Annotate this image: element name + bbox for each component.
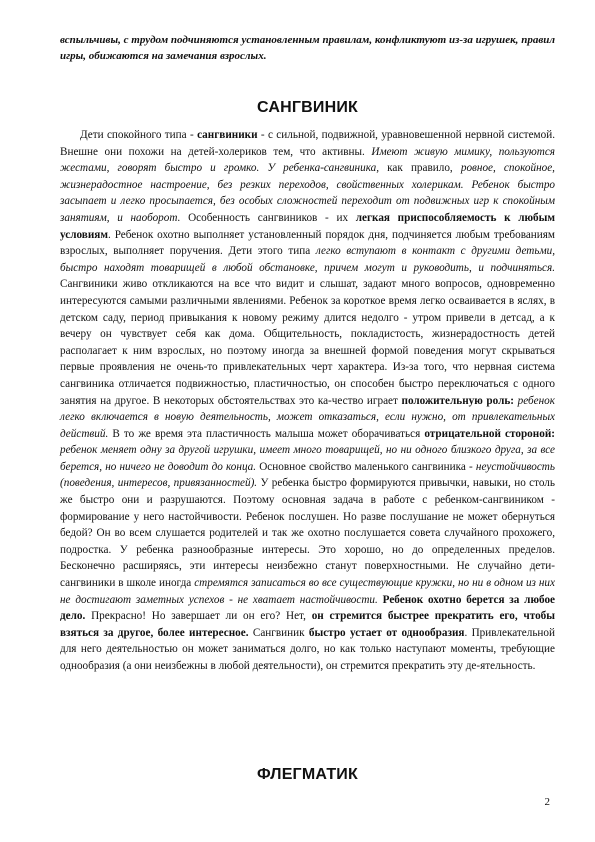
section-heading-phlegmatic: ФЛЕГМАТИК [257, 766, 358, 783]
intro-paragraph: вспыльчивы, с трудом подчиняются установленным правилам, конфликтуют из-за игрушек, правил игры, обижаются на замечания взрослых. [60, 34, 555, 62]
text-run: стремятся записаться во все существующие кружки, но ни в одном из них не достигают заметных успехов - не хватает настойчивости. [60, 577, 555, 606]
text-run: ребенок легко включается в новую деятельность, может отказаться, если нужно, от привлекательных действий. [60, 394, 556, 440]
sanguine-paragraph [60, 127, 555, 675]
text-run: отрицательной стороной: [424, 427, 555, 440]
text-run: он стремится быстрее прекратить его, чтобы взяться за другое, более интересное. [60, 610, 555, 639]
page-number: 2 [544, 796, 550, 808]
text-run: Ребенок охотно берется за любое дело. [60, 593, 556, 623]
text-run: У ребенка быстро формируются привычки, навыки, но столь же быстро они и разрушаются. Поэтому основная задача в работе с ребенком-сангвиником - формирование у него настойчивости. Ребенок послушен. Но разве послушание не может обернуться бедой? Он во всем слушается родителей и так же охотно послушается совета случайного прохожего, подростка. У ребенка разнообразные интересы. Это хорошо, но до определенных пределов. Бесконечно расширяясь, эти интересы неизбежно станут поверхностными. Не случайно дети-сангвиники в школе иногда [60, 477, 555, 590]
text-run: Особенность сангвиников - их [180, 211, 356, 224]
section-heading-sanguine: САНГВИНИК [256, 99, 358, 116]
text-run: Сангвиник [248, 626, 309, 639]
text-run: быстро устает от однообразия [308, 626, 465, 639]
text-run: В то же время эта пластичность малыша может оборачиваться [108, 427, 425, 440]
text-run: легко вступают в контакт с другими детьми, быстро находят товарищей в любой обстановке, причем могут и руководить, и подчиняться. [60, 245, 555, 274]
text-run: легкая приспособляемость к любым условиям [60, 211, 556, 241]
text-run: неустойчивость (поведения, интересов, привязанностей). [60, 460, 555, 490]
text-run: . Привлекательной для него деятельностью он может заниматься долго, но как только наступают моменты, требующие однообразия (а они неизбежны в любой деятельности), он стремится прекратить эту де-ятельность. [60, 626, 555, 672]
text-run: ребенок меняет одну за другой игрушки, имеет много товарищей, но ни одного близкого друга, за все берется, но ничего не доводит до конца. [60, 444, 555, 473]
text-run: . Ребенок охотно выполняет установленный порядок дня, подчиняется любым требованиям взрослых, выполняет поручения. Дети этого типа [60, 228, 555, 258]
text-run: Имеют живую мимику, пользуются жестами, говорят быстро и громко. [60, 145, 555, 175]
text-run: ровное, спокойное, жизнерадостное настроение, без резких переходов, свойственных холерикам. [60, 162, 555, 191]
text-run: Дети спокойного типа - [80, 129, 198, 141]
text-run: Ребенок быстро засыпает и легко просыпается, без особых сложностей переходит от подвижных игр к спокойным занятиям, и наоборот. [60, 178, 556, 224]
text-run: Основное свойство маленького сангвиника - [256, 460, 476, 473]
text-run: Прекрасно! Но завершает ли он его? Нет, [85, 610, 312, 623]
text-run: положительную роль: [401, 394, 514, 407]
text-run: Сангвиники живо откликаются на все что видит и слышат, задают много вопросов, одновременно интересуются самыми различными явлениями. Ребенок за короткое время легко осваивается в яслях, в детском саду, период привыкания к новому режиму длится недолго - утром привели в детсад, а к вечеру он чувствует себя как дома. Общительность, покладистость, жизнерадостность детей располагает к ним взрослых, но поэтому иногда за внешней формой поведения могут скрываться первые проявления не очень-то привлекательных черт характера. Из-за того, что нервная система сангвиника отличается подвижностью, пластичностью, он способен быстро переключаться с одного занятия на другое. В некоторых обстоятельствах это ка-чество играет [60, 278, 555, 407]
text-run: У ребенка-сангвиника, [267, 162, 380, 175]
text-run: - с сильной, подвижной, уравновешенной нервной системой. Внешне они похожи на детей-холериков тем, что активны. [60, 129, 555, 158]
text-run: как правило, [379, 162, 461, 175]
text-run: сангвиники [197, 129, 258, 141]
